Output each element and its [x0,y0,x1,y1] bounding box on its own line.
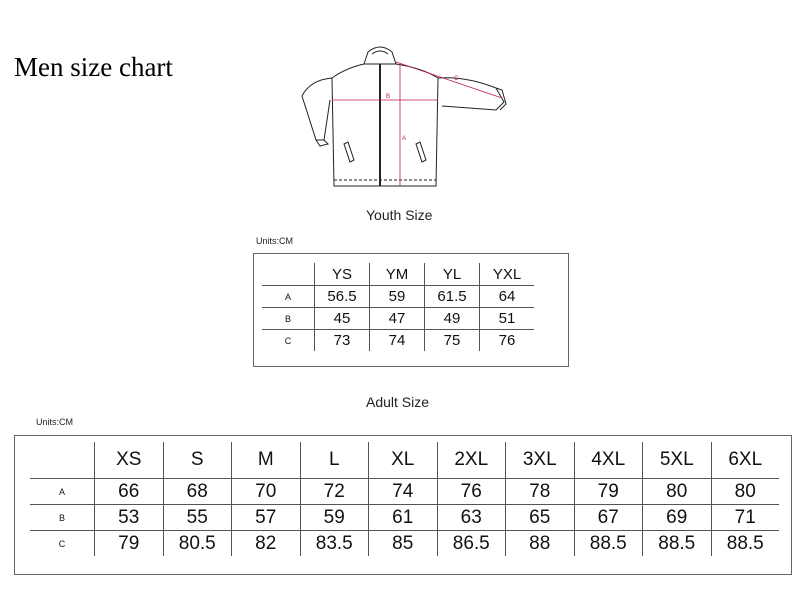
table-cell: 85 [369,531,438,557]
table-cell: 74 [370,330,425,352]
row-label: C [58,538,66,549]
table-cell: 71 [711,505,779,531]
table-cell: 76 [480,330,535,352]
table-cell: 63 [437,505,506,531]
table-cell: 83.5 [300,531,369,557]
jacket-diagram [296,40,516,200]
table-cell: 74 [369,479,438,505]
table-cell: 61 [369,505,438,531]
table-cell: 70 [232,479,301,505]
size-header: YS [315,263,370,286]
table-cell: 64 [480,286,535,308]
page-title: Men size chart [14,52,173,82]
size-header: 6XL [711,442,779,479]
table-cell: 66 [95,479,164,505]
adult-size-title: Adult Size [366,394,430,410]
adult-units-label: Units:CM [36,417,74,427]
youth-size-title: Youth Size [366,207,433,223]
row-label: A [30,479,95,505]
size-header: M [232,442,301,479]
table-cell: 79 [574,479,643,505]
size-header: S [163,442,232,479]
measure-label-b: B [386,94,391,100]
size-header: XL [369,442,438,479]
size-header: YM [370,263,425,286]
row-label: C [284,335,292,346]
table-cell: 55 [163,505,232,531]
youth-units-label: Units:CM [256,236,294,246]
size-header: L [300,442,369,479]
table-cell: 51 [480,308,535,330]
table-cell: 45 [315,308,370,330]
table-cell: 47 [370,308,425,330]
table-row [30,531,779,557]
youth-size-table [262,263,534,351]
table-cell: 76 [437,479,506,505]
table-cell: 61.5 [425,286,480,308]
table-cell: 68 [163,479,232,505]
table-cell: 80 [711,479,779,505]
row-label: B [30,505,95,531]
table-header-row [262,263,534,286]
table-row [262,286,534,308]
table-cell: 79 [95,531,164,557]
size-header: YL [425,263,480,286]
table-cell: 80.5 [163,531,232,557]
table-cell: 53 [95,505,164,531]
table-cell: 59 [370,286,425,308]
table-row [30,505,779,531]
table-cell: 56.5 [315,286,370,308]
table-cell: 57 [232,505,301,531]
table-cell: 88.5 [711,531,779,557]
size-header: 3XL [506,442,575,479]
size-header: XS [95,442,164,479]
row-label: A [262,286,315,308]
table-cell: 73 [315,330,370,352]
table-row [30,479,779,505]
size-header: 2XL [437,442,506,479]
measure-label-a: A [402,136,407,142]
table-cell: 59 [300,505,369,531]
table-cell: 75 [425,330,480,352]
table-cell: 65 [506,505,575,531]
table-cell: 69 [643,505,712,531]
header-spacer [30,442,95,479]
size-header: 5XL [643,442,712,479]
table-cell: 80 [643,479,712,505]
table-cell: 88.5 [643,531,712,557]
table-cell: 86.5 [437,531,506,557]
table-cell: 72 [300,479,369,505]
adult-size-table [30,442,779,556]
row-label: B [262,308,315,330]
table-cell: 78 [506,479,575,505]
table-cell: 88 [506,531,575,557]
table-header-row [30,442,779,479]
table-cell: 88.5 [574,531,643,557]
table-row [262,330,534,352]
table-row [262,308,534,330]
size-header: YXL [480,263,535,286]
table-cell: 82 [232,531,301,557]
table-cell: 67 [574,505,643,531]
measure-label-c: C [454,76,459,82]
header-spacer [262,263,315,286]
table-cell: 49 [425,308,480,330]
size-header: 4XL [574,442,643,479]
